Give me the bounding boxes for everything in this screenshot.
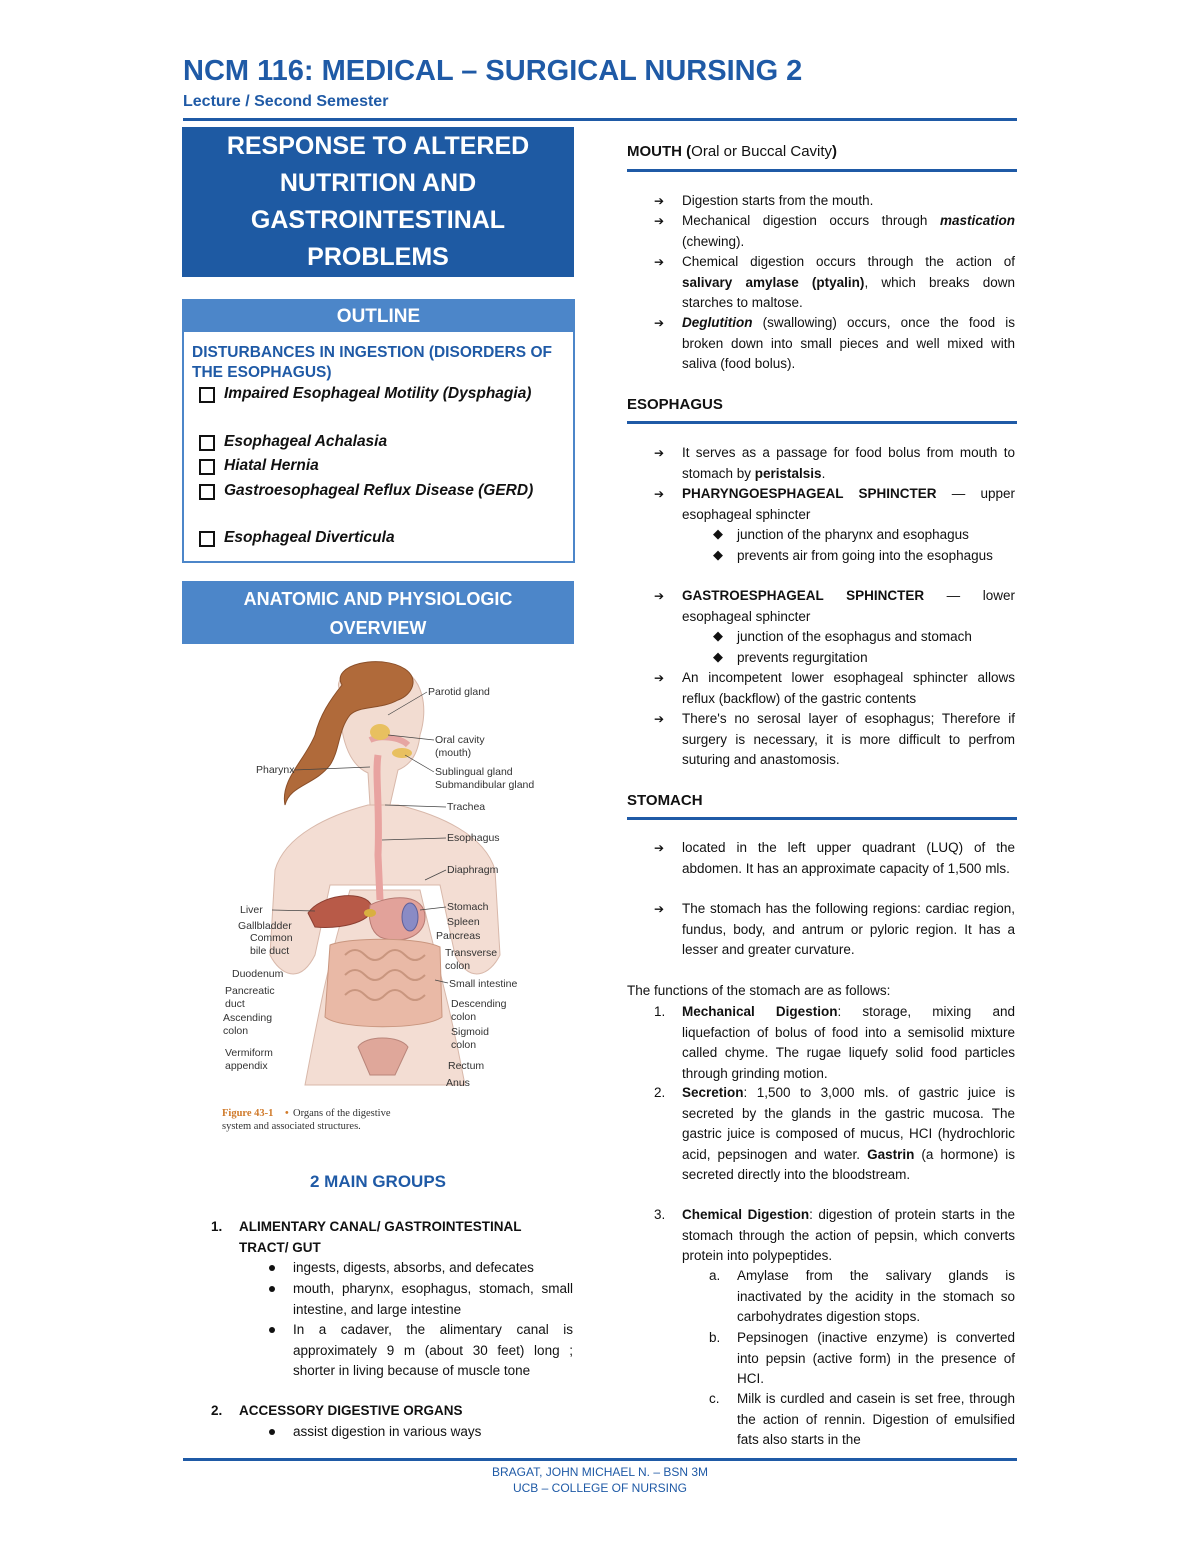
mouth-point: ➔ Digestion starts from the mouth. bbox=[682, 191, 1015, 212]
section-heading-text: MOUTH bbox=[627, 143, 682, 160]
section-heading-mouth bbox=[627, 143, 837, 160]
esophagus-point: ➔ An incompetent lower esophageal sphincter allows reflux (backflow) of the gastric contents bbox=[682, 668, 1015, 709]
figure-label-right: Descending bbox=[451, 998, 507, 1010]
mouth-point bbox=[682, 313, 1015, 375]
bold-term: PHARYNGOESPHAGEAL SPHINCTER bbox=[682, 486, 937, 501]
figure-label-left: Pancreatic bbox=[225, 985, 275, 997]
figure-label-right: Spleen bbox=[447, 916, 480, 928]
outline-heading: OUTLINE bbox=[184, 301, 573, 332]
figure-label-right: Esophagus bbox=[447, 832, 500, 844]
figure-label-right: Pancreas bbox=[436, 930, 481, 942]
topic-title-box bbox=[182, 127, 574, 277]
figure-label-right: colon bbox=[445, 960, 471, 972]
checkbox-icon[interactable] bbox=[199, 387, 215, 403]
figure-label-right: Small intestine bbox=[449, 978, 518, 990]
outline-item-label: Esophageal Achalasia bbox=[224, 433, 388, 450]
document-title: NCM 116: MEDICAL – SURGICAL NURSING 2 bbox=[183, 55, 803, 87]
overview-heading-box bbox=[182, 581, 574, 644]
section-divider bbox=[627, 169, 1017, 172]
bold-term: Gastrin bbox=[867, 1146, 915, 1162]
text-run: — lower esophageal sphincter bbox=[682, 588, 1016, 624]
function-subitem bbox=[709, 1328, 1015, 1390]
function-subitem bbox=[709, 1389, 1015, 1451]
outline-item[interactable] bbox=[224, 383, 554, 405]
checkbox-icon[interactable] bbox=[199, 531, 215, 547]
text-run: , which breaks down starches to maltose. bbox=[682, 274, 1016, 310]
section-divider bbox=[627, 421, 1017, 424]
text-run: Mechanical digestion occurs through bbox=[682, 213, 940, 228]
list-number: 1. bbox=[211, 1219, 223, 1234]
list-letter: b. bbox=[709, 1330, 721, 1345]
figure-label-left: Duodenum bbox=[232, 968, 284, 980]
text-run: Chemical digestion occurs through the action of bbox=[682, 254, 1015, 269]
figure-label-left: Pharynx bbox=[256, 764, 295, 776]
list-number: 1. bbox=[654, 1004, 666, 1019]
group-2-title: ACCESSORY DIGESTIVE ORGANS bbox=[239, 1403, 463, 1418]
group-1-bullet: mouth, pharynx, esophagus, stomach, small intestine, and large intestine bbox=[293, 1279, 573, 1320]
figure-label-left: bile duct bbox=[250, 945, 290, 957]
bold-term: Mechanical Digestion bbox=[682, 1004, 838, 1019]
overview-heading-line: OVERVIEW bbox=[329, 617, 427, 638]
group-1-bullet: In a cadaver, the alimentary canal is approximately 9 m (about 30 feet) long ; shorter in living because of muscle tone bbox=[293, 1320, 573, 1382]
figure-caption: system and associated structures. bbox=[222, 1121, 361, 1132]
bold-term: peristalsis bbox=[754, 465, 822, 481]
figure-label-left: Ascending bbox=[223, 1012, 273, 1024]
esophagus-subpoint: ◆ junction of the pharynx and esophagus bbox=[737, 525, 1015, 546]
outline-item[interactable] bbox=[224, 455, 554, 477]
bold-term: salivary amylase (ptyalin) bbox=[682, 274, 865, 290]
section-heading-paren: ) bbox=[832, 143, 838, 160]
section-divider bbox=[627, 817, 1017, 820]
topic-title-line: NUTRITION AND bbox=[279, 169, 477, 197]
function-item bbox=[654, 1205, 1015, 1267]
esophagus-point: ➔ There's no serosal layer of esophagus; Therefore if surgery is necessary, it is more difficult to perfrom suturing and anastomosis. bbox=[682, 709, 1015, 771]
text-run: : digestion of protein starts in the stomach through the action of pepsin, which converts protein into polypeptides. bbox=[682, 1207, 1015, 1263]
figure-label-left: Liver bbox=[240, 904, 263, 916]
text-run: . bbox=[821, 465, 826, 481]
groups-title: 2 MAIN GROUPS bbox=[309, 1172, 447, 1191]
figure-label-right: Rectum bbox=[448, 1060, 485, 1072]
group-1-heading bbox=[211, 1217, 572, 1258]
figure-label-right: Stomach bbox=[447, 901, 489, 913]
function-item bbox=[654, 1002, 1015, 1084]
outline-box bbox=[182, 299, 575, 563]
section-heading-stomach: STOMACH bbox=[627, 792, 703, 809]
list-number: 2. bbox=[654, 1085, 666, 1100]
text-run: Milk is curdled and casein is set free, through the action of rennin. Digestion of emulsified fats also starts in the bbox=[737, 1391, 1015, 1447]
outline-item[interactable] bbox=[224, 480, 554, 502]
outline-item-label: Hiatal Hernia bbox=[224, 457, 319, 474]
figure-label-right: Trachea bbox=[447, 801, 486, 813]
list-letter: c. bbox=[709, 1391, 720, 1406]
group-2-bullet: assist digestion in various ways bbox=[293, 1422, 573, 1443]
section-heading-subtext: Oral or Buccal Cavity bbox=[691, 143, 833, 160]
group-1-bullet: ingests, digests, absorbs, and defecates bbox=[293, 1258, 573, 1279]
esophagus-point bbox=[682, 443, 1015, 484]
figure-label-right: Submandibular gland bbox=[435, 779, 535, 791]
figure-label-left: duct bbox=[225, 998, 245, 1010]
figure-label-right: (mouth) bbox=[435, 747, 472, 759]
group-2-heading bbox=[211, 1401, 572, 1422]
text-run: Amylase from the salivary glands is inactivated by the acidity in the stomach so carbohydrates digestion stops. bbox=[737, 1268, 1015, 1324]
footer-author: BRAGAT, JOHN MICHAEL N. – BSN 3M bbox=[491, 1465, 709, 1479]
list-number: 2. bbox=[211, 1403, 223, 1418]
figure-label-right: Anus bbox=[446, 1077, 470, 1089]
function-item bbox=[654, 1083, 1015, 1186]
figure-label-right: colon bbox=[451, 1011, 477, 1023]
emphasis-term: mastication bbox=[939, 213, 1015, 228]
figure-caption-label: Figure 43-1 bbox=[222, 1108, 274, 1119]
topic-title-line: RESPONSE TO ALTERED bbox=[226, 132, 530, 160]
text-run: : 1,500 to 3,000 mls. of gastric juice is secreted by the glands in the gastric mucosa. The gastric juice is composed of mucus, HCI (hydrochloric acid, pepsinogen and water. bbox=[682, 1085, 1015, 1162]
outline-item-label: Impaired Esophageal Motility (Dysphagia) bbox=[224, 385, 532, 402]
emphasis-term: Deglutition bbox=[682, 315, 753, 330]
esophagus-subpoint: ◆ prevents air from going into the esophagus bbox=[737, 546, 1015, 567]
outline-item-label: Esophageal Diverticula bbox=[224, 529, 395, 546]
figure-label-right: Diaphragm bbox=[447, 864, 499, 876]
group-1-title-line: TRACT/ GUT bbox=[239, 1239, 321, 1255]
topic-title-line: GASTROINTESTINAL bbox=[250, 206, 506, 234]
section-heading-paren: ( bbox=[682, 143, 692, 160]
figure-label-right: Parotid gland bbox=[428, 686, 490, 698]
outline-item[interactable] bbox=[224, 527, 554, 549]
text-run: — upper esophageal sphincter bbox=[682, 486, 1015, 522]
document-subtitle: Lecture / Second Semester bbox=[183, 93, 389, 110]
outline-section-title: DISTURBANCES IN INGESTION (DISORDERS OF THE ESOPHAGUS) bbox=[192, 344, 552, 381]
figure-label-right: Oral cavity bbox=[435, 734, 485, 746]
outline-item-label: Gastroesophageal Reflux Disease (GERD) bbox=[224, 482, 534, 499]
text-run: (swallowing) occurs, once the food is broken down into small pieces and well mixed with saliva (food bolus). bbox=[682, 315, 1015, 371]
bold-term: GASTROESPHAGEAL SPHINCTER bbox=[682, 588, 925, 603]
checkbox-icon[interactable] bbox=[199, 435, 215, 451]
figure-caption-bullet: • bbox=[285, 1108, 289, 1119]
stomach-point: ➔ located in the left upper quadrant (LUQ) of the abdomen. It has an approximate capacity of 1,500 mls. bbox=[682, 838, 1015, 879]
figure-label-right: Transverse bbox=[445, 947, 498, 959]
figure-label-left: appendix bbox=[225, 1060, 268, 1072]
figure-caption: Organs of the digestive bbox=[293, 1108, 391, 1119]
footer-school: UCB – COLLEGE OF NURSING bbox=[512, 1481, 688, 1495]
footer-divider bbox=[183, 1458, 1017, 1461]
esophagus-point bbox=[682, 586, 1015, 627]
section-heading-esophagus: ESOPHAGUS bbox=[627, 396, 723, 413]
list-letter: a. bbox=[709, 1268, 721, 1283]
esophagus-subpoint: ◆ prevents regurgitation bbox=[737, 648, 1015, 669]
figure-label-right: Sigmoid bbox=[451, 1026, 489, 1038]
list-number: 3. bbox=[654, 1207, 666, 1222]
bold-term: Secretion bbox=[682, 1085, 744, 1100]
esophagus-point bbox=[682, 484, 1015, 525]
functions-intro: The functions of the stomach are as follows: bbox=[627, 983, 891, 998]
text-run: Pepsinogen (inactive enzyme) is converted into pepsin (active form) in the presence of HCI. bbox=[737, 1330, 1015, 1386]
figure-label-left: Vermiform bbox=[225, 1047, 273, 1059]
text-run: : storage, mixing and liquefaction of bolus of food into a semisolid mixture called chyme. The rugae liquefy solid food particles through grinding motion. bbox=[682, 1004, 1015, 1081]
group-1-title-line: ALIMENTARY CANAL/ GASTROINTESTINAL bbox=[239, 1219, 522, 1234]
topic-title-line: PROBLEMS bbox=[307, 243, 449, 271]
figure-label-left: Gallbladder bbox=[238, 920, 292, 932]
figure-label-right: colon bbox=[451, 1039, 477, 1051]
figure-label-right: Sublingual gland bbox=[435, 766, 513, 778]
esophagus-subpoint: ◆ junction of the esophagus and stomach bbox=[737, 627, 1015, 648]
bold-term: Chemical Digestion bbox=[682, 1207, 810, 1222]
mouth-point bbox=[682, 252, 1015, 314]
stomach-point: ➔ The stomach has the following regions: cardiac region, fundus, body, and antrum or pyloric region. It has a lesser and greater curvature. bbox=[682, 899, 1015, 961]
text-run: (chewing). bbox=[682, 233, 745, 249]
outline-item[interactable] bbox=[224, 431, 554, 453]
mouth-point bbox=[682, 211, 1015, 252]
digestive-system-figure bbox=[220, 655, 560, 1135]
text-run: It serves as a passage for food bolus from mouth to stomach by bbox=[682, 445, 1015, 481]
function-subitem bbox=[709, 1266, 1015, 1328]
figure-label-left: Common bbox=[250, 932, 293, 944]
checkbox-icon[interactable] bbox=[199, 459, 215, 475]
text-run: (a hormone) is secreted directly into the bloodstream. bbox=[682, 1146, 1015, 1182]
checkbox-icon[interactable] bbox=[199, 484, 215, 500]
overview-heading-line: ANATOMIC AND PHYSIOLOGIC bbox=[243, 588, 513, 609]
header-divider bbox=[183, 118, 1017, 121]
figure-label-left: colon bbox=[223, 1025, 249, 1037]
